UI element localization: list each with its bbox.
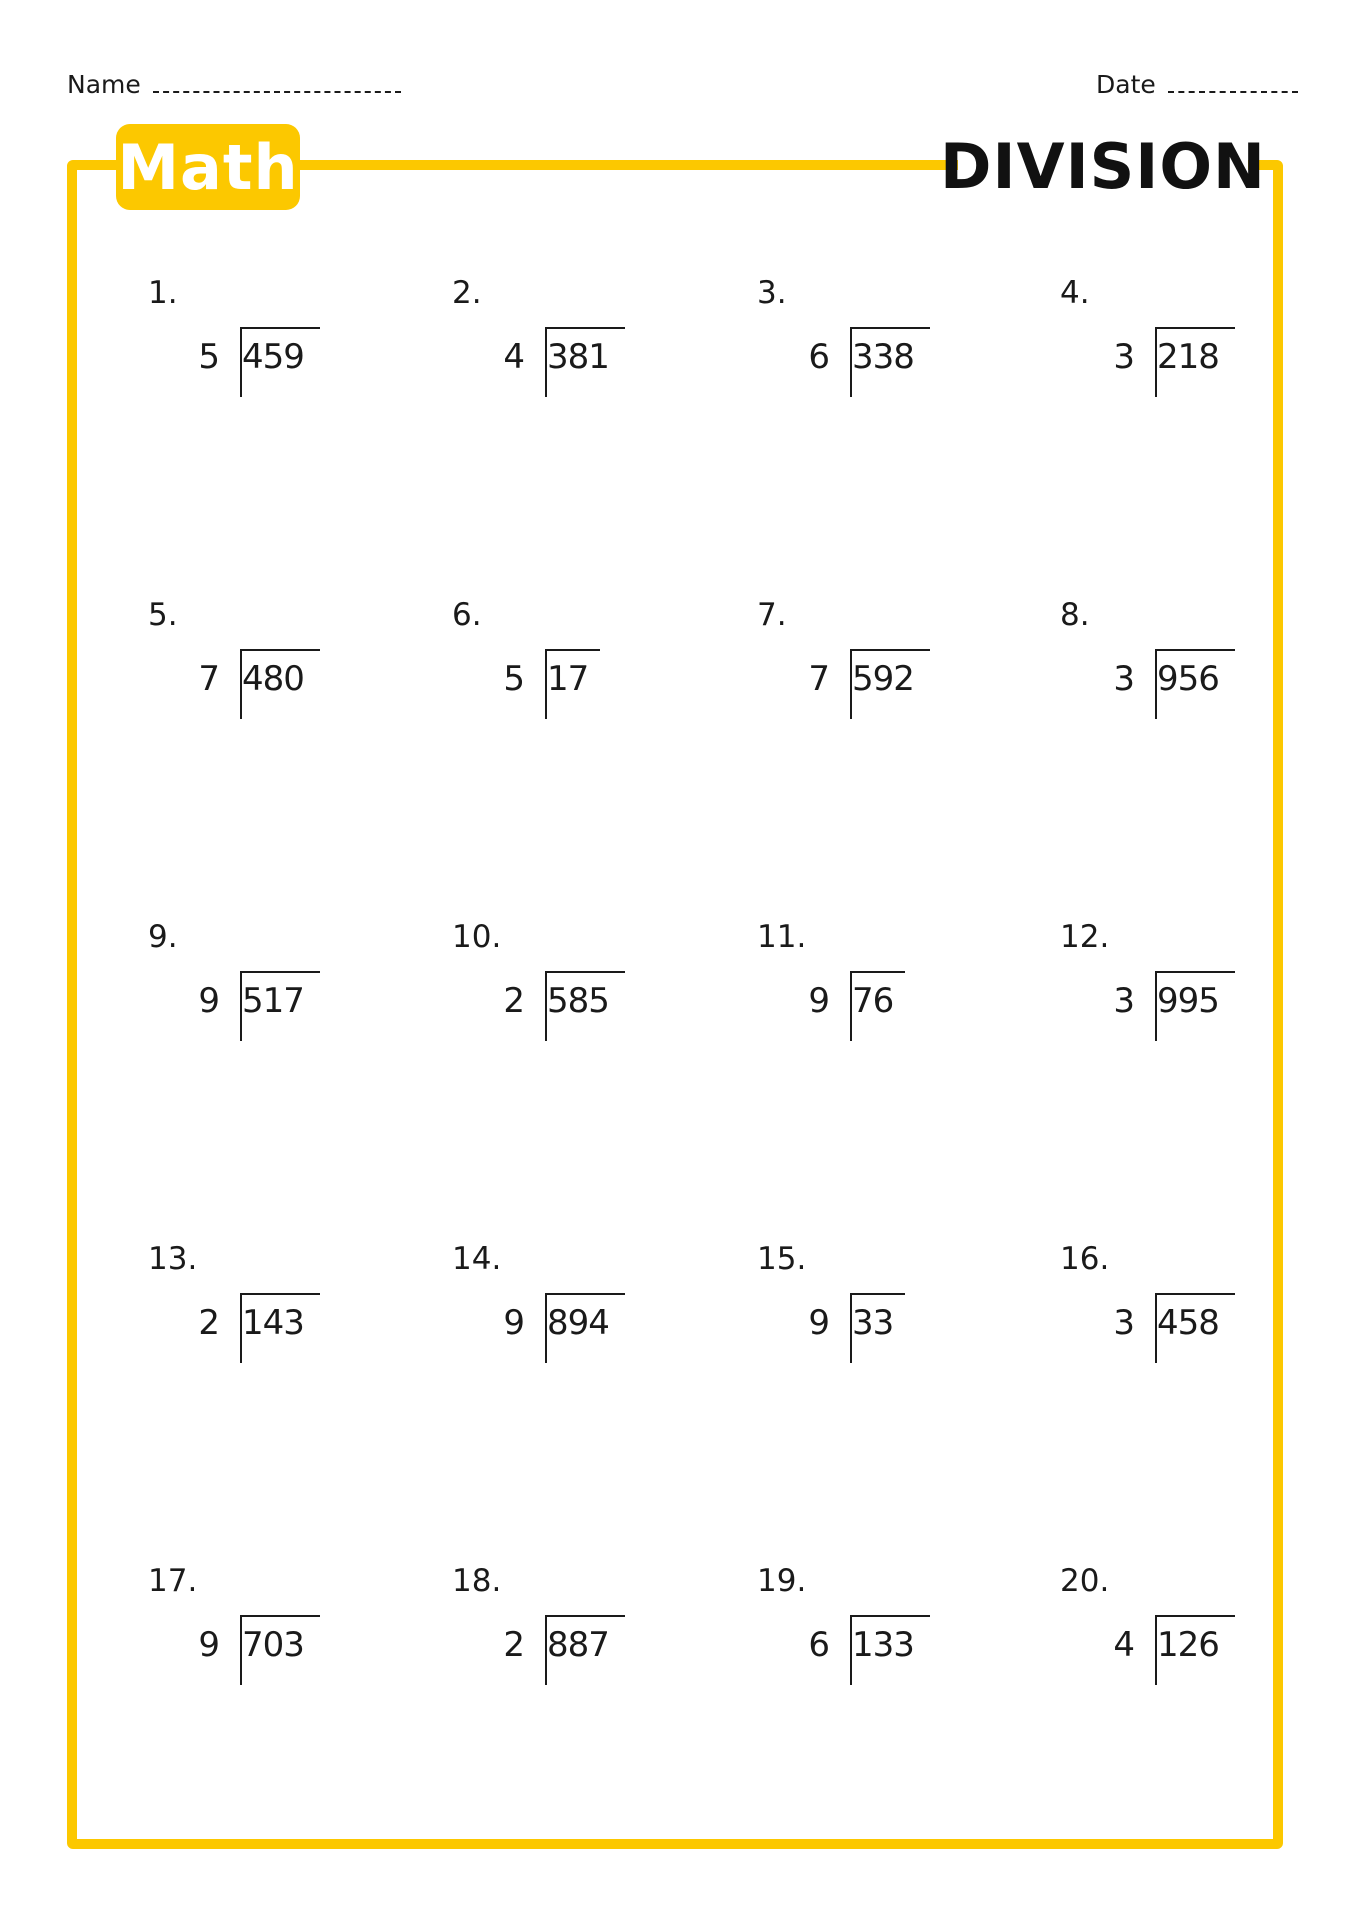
division-problem	[432, 1563, 672, 1703]
division-problem	[737, 1563, 977, 1703]
dividend: 956	[1157, 659, 1219, 699]
division-problem	[128, 919, 368, 1059]
problem-number: 16.	[1060, 1241, 1110, 1277]
name-blank-line[interactable]	[153, 71, 401, 93]
dividend: 126	[1157, 1625, 1219, 1665]
dividend: 218	[1157, 337, 1219, 377]
dividend: 894	[547, 1303, 609, 1343]
divisor: 9	[808, 1303, 830, 1343]
problem-number: 6.	[452, 597, 482, 633]
dividend: 592	[852, 659, 914, 699]
division-problem	[128, 1241, 368, 1381]
divisor: 2	[503, 1625, 525, 1665]
date-label: Date	[1096, 70, 1156, 99]
divisor: 4	[503, 337, 525, 377]
problem-number: 7.	[757, 597, 787, 633]
dividend: 143	[242, 1303, 304, 1343]
division-problem	[128, 275, 368, 415]
divisor: 5	[198, 337, 220, 377]
division-problem	[1040, 597, 1280, 737]
divisor: 9	[503, 1303, 525, 1343]
problem-number: 2.	[452, 275, 482, 311]
divisor: 3	[1113, 659, 1135, 699]
divisor: 7	[198, 659, 220, 699]
problem-number: 13.	[148, 1241, 198, 1277]
divisor: 2	[198, 1303, 220, 1343]
dividend: 480	[242, 659, 304, 699]
divisor: 9	[198, 1625, 220, 1665]
dividend: 703	[242, 1625, 304, 1665]
division-problem	[1040, 1241, 1280, 1381]
problem-number: 3.	[757, 275, 787, 311]
division-problem	[128, 597, 368, 737]
dividend: 517	[242, 981, 304, 1021]
division-problem	[128, 1563, 368, 1703]
division-problem	[737, 919, 977, 1059]
problem-number: 4.	[1060, 275, 1090, 311]
dividend: 133	[852, 1625, 914, 1665]
division-problem	[1040, 919, 1280, 1059]
divisor: 5	[503, 659, 525, 699]
divisor: 3	[1113, 337, 1135, 377]
problem-number: 10.	[452, 919, 502, 955]
dividend: 887	[547, 1625, 609, 1665]
divisor: 4	[1113, 1625, 1135, 1665]
dividend: 17	[547, 659, 589, 699]
problem-number: 14.	[452, 1241, 502, 1277]
problem-number: 1.	[148, 275, 178, 311]
name-label: Name	[67, 70, 141, 99]
name-field[interactable]	[67, 70, 401, 99]
division-problem	[432, 919, 672, 1059]
divisor: 3	[1113, 981, 1135, 1021]
divisor: 3	[1113, 1303, 1135, 1343]
problem-number: 8.	[1060, 597, 1090, 633]
division-problem	[737, 597, 977, 737]
dividend: 76	[852, 981, 894, 1021]
page-title: DIVISION	[958, 118, 1248, 214]
problem-number: 15.	[757, 1241, 807, 1277]
problem-number: 12.	[1060, 919, 1110, 955]
problem-number: 5.	[148, 597, 178, 633]
dividend: 458	[1157, 1303, 1219, 1343]
division-problem	[432, 275, 672, 415]
divisor: 2	[503, 981, 525, 1021]
problem-number: 18.	[452, 1563, 502, 1599]
problem-number: 11.	[757, 919, 807, 955]
divisor: 9	[198, 981, 220, 1021]
math-badge: Math	[116, 124, 300, 210]
dividend: 381	[547, 337, 609, 377]
problem-number: 19.	[757, 1563, 807, 1599]
divisor: 7	[808, 659, 830, 699]
date-blank-line[interactable]	[1168, 71, 1298, 93]
dividend: 338	[852, 337, 914, 377]
divisor: 6	[808, 337, 830, 377]
division-problem	[1040, 1563, 1280, 1703]
dividend: 995	[1157, 981, 1219, 1021]
division-problem	[1040, 275, 1280, 415]
problem-number: 17.	[148, 1563, 198, 1599]
division-problem	[432, 1241, 672, 1381]
division-problem	[737, 1241, 977, 1381]
dividend: 459	[242, 337, 304, 377]
problem-number: 20.	[1060, 1563, 1110, 1599]
division-problem	[737, 275, 977, 415]
problem-number: 9.	[148, 919, 178, 955]
date-field[interactable]	[1096, 70, 1298, 99]
division-problem	[432, 597, 672, 737]
divisor: 6	[808, 1625, 830, 1665]
divisor: 9	[808, 981, 830, 1021]
dividend: 585	[547, 981, 609, 1021]
dividend: 33	[852, 1303, 894, 1343]
